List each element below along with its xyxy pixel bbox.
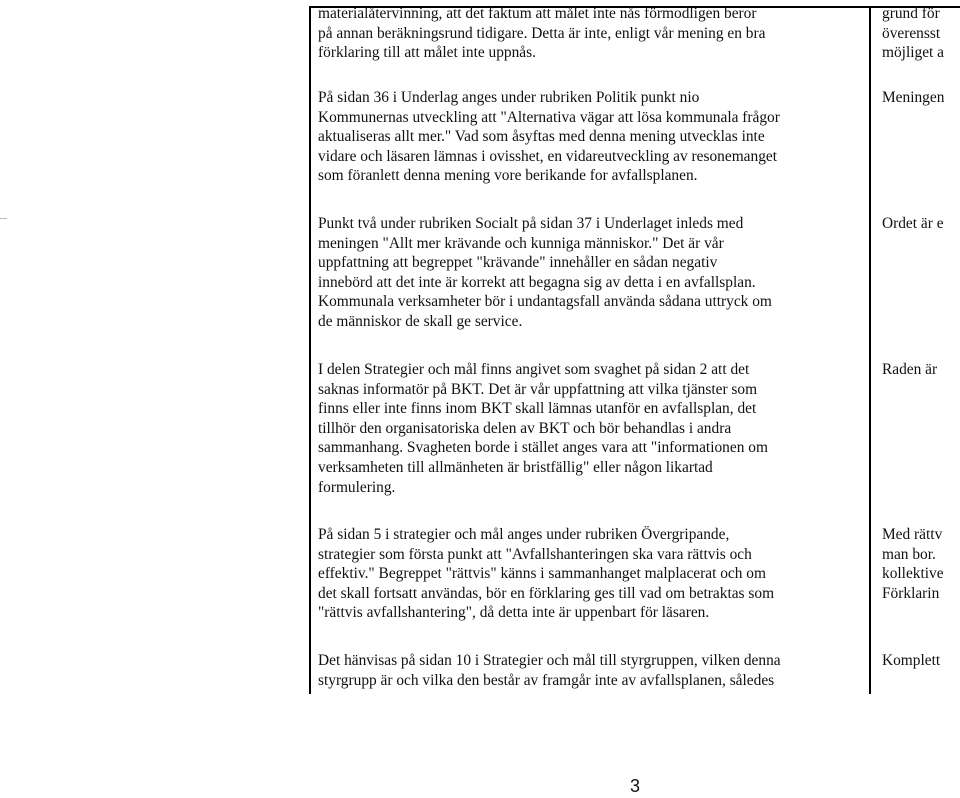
- row-2-right: Meningen: [882, 89, 945, 106]
- table-left-border: [309, 6, 311, 694]
- row-3-left: Punkt två under rubriken Socialt på sidan 37 i Underlaget inleds med meningen "Allt mer krävande och kunniga människor." Det är vår uppfattning att begreppet "krävande" innehåller en sådan negativ innebörd att det inte är korrekt att begagna sig av detta i en avfallsplan. Kommunala verksamheter bör i undantagsfall använda sådana uttryck om de människor de skall ge service.: [318, 215, 772, 330]
- column-divider: [869, 6, 871, 694]
- margin-tick: [0, 218, 7, 219]
- row-2-left: På sidan 36 i Underlag anges under rubriken Politik punkt nio Kommunernas utveckling att "Alternativa vägar att lösa kommunala frågor aktualiseras allt mer." Vad som åsyftas med denna mening utvecklas inte vidare och läsaren lämnas i ovisshet, en vidareutveckling av resonemanget som föranlett denna mening vore berikande for avfallsplanen.: [318, 89, 780, 185]
- row-6-right: Komplett: [882, 652, 941, 669]
- row-1-right: grund för överensst möjliget a: [882, 5, 944, 62]
- row-5-right: Med rättv man bor. kollektive Förklarin: [882, 526, 944, 602]
- row-1-left: materialåtervinning, att det faktum att målet inte nås förmodligen beror på annan beräkningsrund tidigare. Detta är inte, enligt vår mening en bra förklaring till att målet inte uppnås.: [318, 5, 766, 62]
- row-4-left: I delen Strategier och mål finns angivet som svaghet på sidan 2 att det saknas informatör på BKT. Det är vår uppfattning att vilka tjänster som finns eller inte finns inom BKT skall lämnas utanför en avfallsplan, det tillhör den organisatoriska delen av BKT och bör behandlas i andra sammanhang. Svagheten borde i stället anges vara att "informationen om verksamheten till allmänheten är bristfällig" eller någon likartad formulering.: [318, 361, 768, 496]
- row-6-left: Det hänvisas på sidan 10 i Strategier och mål till styrgruppen, vilken denna styrgrupp är och vilka den består av framgår inte av avfallsplanen, således: [318, 652, 781, 689]
- row-5-left: På sidan 5 i strategier och mål anges under rubriken Övergripande, strategier som första punkt att "Avfallshanteringen ska vara rättvis och effektiv." Begreppet "rättvis" känns i sammanhanget malplacerat och om det skall fortsatt användas, bör en förklaring ges till vad om betraktas som "rättvis avfallshantering", då detta inte är uppenbart för läsaren.: [318, 526, 775, 622]
- row-4-right: Raden är: [882, 361, 938, 378]
- row-3-right: Ordet är e: [882, 215, 944, 232]
- page-number: 3: [630, 776, 641, 796]
